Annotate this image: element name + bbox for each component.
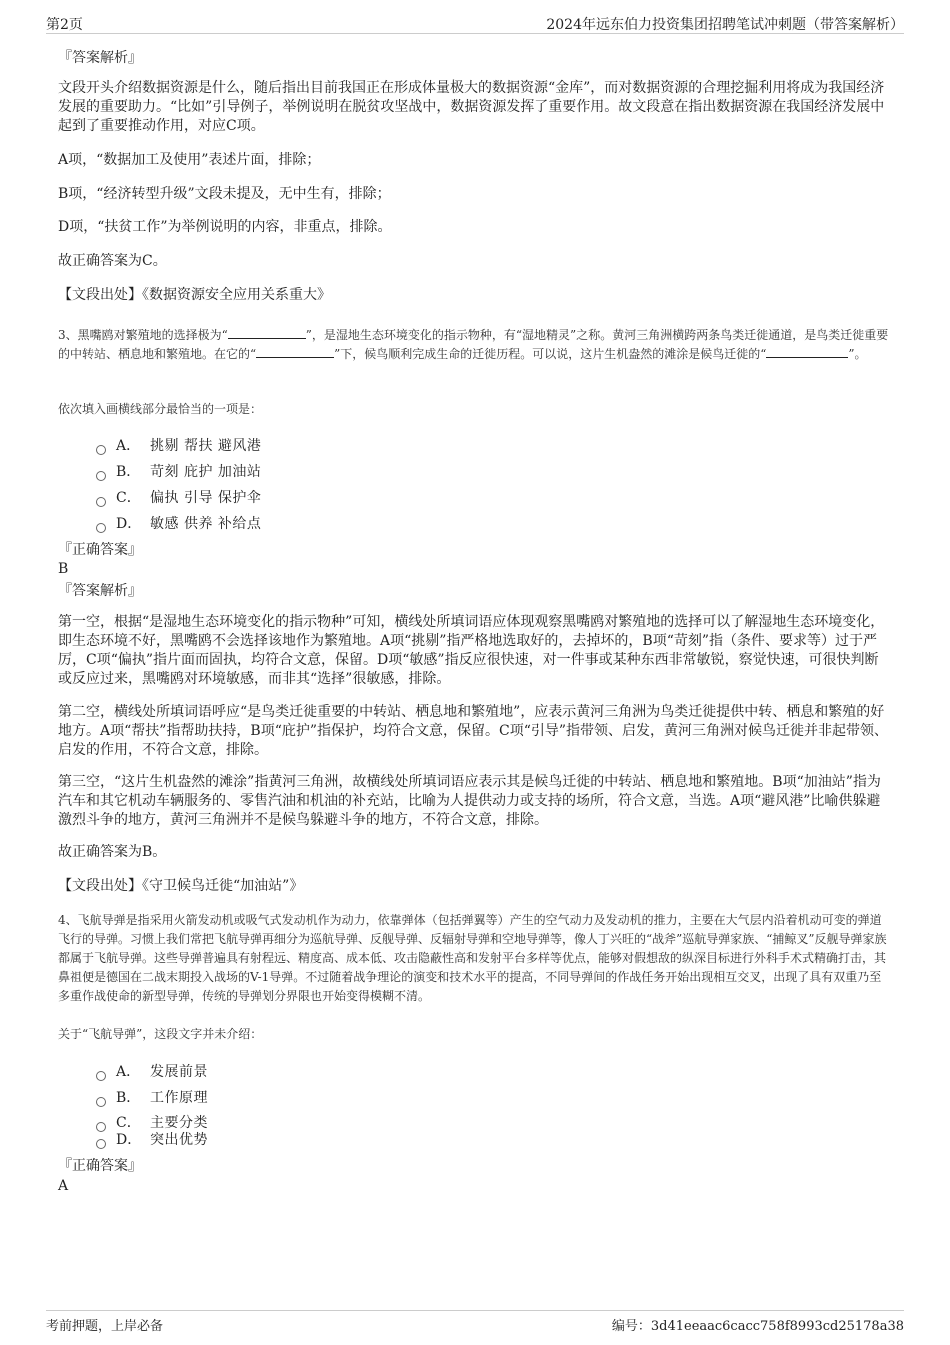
footer-divider: [46, 1310, 904, 1311]
q3-analysis-para-1: 第一空，根据“是湿地生态环境变化的指示物种”可知，横线处所填词语应体现观察黑嘴鸥对繁殖地的选择可以了解湿地生态环境变化，即生态环境不好，黑嘴鸥不会选择该地作为繁殖地。A项“挑剔”指严格地选取好的，去掉坏的，B项“苛刻”指（条件、要求等）过于严厉，C项“偏执”指片面而固执，均符合文意，保留。D项“敏感”指反应很快速，对一件事或某种东西非常敏锐，察觉快速，可很快判断或反应过来，黑嘴鸥对环境敏感，而非其“选择”很敏感，排除。: [58, 614, 885, 687]
q3-option-a[interactable]: A． 挑剔 帮扶 避风港: [96, 435, 261, 455]
q4-option-b[interactable]: B． 工作原理: [96, 1087, 208, 1107]
radio-icon[interactable]: [96, 1071, 106, 1081]
q4-prompt: 关于“飞航导弹”，这段文字并未介绍：: [58, 1027, 263, 1041]
q3-conclusion: 故正确答案为B。: [58, 844, 167, 860]
q3-answer: B: [58, 561, 69, 577]
q2-conclusion: 故正确答案为C。: [58, 253, 167, 269]
radio-icon[interactable]: [96, 1097, 106, 1107]
q4-option-d[interactable]: D． 突出优势: [96, 1129, 208, 1149]
page-number: 第2页: [46, 17, 83, 33]
q4-answer: A: [58, 1178, 69, 1194]
q3-source: 【文段出处】《守卫候鸟迁徙“加油站”》: [58, 878, 304, 894]
q3-stem: 3、黑嘴鸥对繁殖地的选择极为“ ”，是湿地生态环境变化的指示物种，有“湿地精灵”之称。黄河三角洲横跨两条鸟类迁徙通道，是鸟类迁徙重要的中转站、栖息地和繁殖地。在它的“ ”下，候鸟顺利完成生命的迁徙历程。可以说，这片生机盎然的滩涂是候鸟迁徙的“ ”。: [58, 328, 889, 361]
document-title: 2024年远东伯力投资集团招聘笔试冲刺题（带答案解析）: [546, 17, 904, 33]
footer-slogan: 考前押题，上岸必备: [46, 1319, 164, 1334]
q2-option-b-analysis: B项，“经济转型升级”文段未提及，无中生有，排除；: [58, 186, 391, 202]
radio-icon[interactable]: [96, 445, 106, 455]
radio-icon[interactable]: [96, 497, 106, 507]
q3-analysis-label: 『答案解析』: [58, 583, 142, 599]
q3-answer-label: 『正确答案』: [58, 542, 142, 558]
q3-option-b[interactable]: B． 苛刻 庇护 加油站: [96, 461, 261, 481]
q3-option-c[interactable]: C． 偏执 引导 保护伞: [96, 487, 261, 507]
q3-analysis-para-3: 第三空，“这片生机盎然的滩涂”指黄河三角洲，故横线处所填词语应表示其是候鸟迁徙的中转站、栖息地和繁殖地。B项“加油站”指为汽车和其它机动车辆服务的、零售汽油和机油的补充站，比喻为人提供动力或支持的场所，符合文意，当选。A项“避风港”比喻供躲避激烈斗争的地方，黄河三角洲并不是候鸟躲避斗争的地方，不符合文意，排除。: [58, 774, 881, 828]
q4-option-a[interactable]: A． 发展前景: [96, 1061, 208, 1081]
footer-code: 编号：3d41eeaac6cacc758f8993cd25178a38: [611, 1319, 904, 1334]
radio-icon[interactable]: [96, 1139, 106, 1149]
q3-prompt: 依次填入画横线部分最恰当的一项是：: [58, 402, 263, 416]
q2-option-a-analysis: A项，“数据加工及使用”表述片面，排除；: [58, 152, 321, 168]
q2-option-d-analysis: D项，“扶贫工作”为举例说明的内容，非重点，排除。: [58, 219, 392, 235]
radio-icon[interactable]: [96, 523, 106, 533]
q4-option-c[interactable]: C． 主要分类: [96, 1112, 208, 1132]
q4-stem: 4、飞航导弹是指采用火箭发动机或吸气式发动机作为动力，依靠弹体（包括弹翼等）产生的空气动力及发动机的推力，主要在大气层内沿着机动可变的弹道飞行的导弹。习惯上我们常把飞航导弹再细分为巡航导弹、反舰导弹、反辐射导弹和空地导弹等，像人丁兴旺的“战斧”巡航导弹家族、“捕鲸叉”反舰导弹家族都属于飞航导弹。这些导弹普遍具有射程远、精度高、成本低、攻击隐蔽性高和发射平台多样等优点，能够对假想敌的纵深目标进行外科手术式精确打击，其鼻祖便是德国在二战末期投入战场的V-1导弹。不过随着战争理论的演变和技术水平的提高，不同导弹间的作战任务开始出现相互交叉，出现了具有双重乃至多重作战使命的新型导弹，传统的导弹划分界限也开始变得模糊不清。: [58, 913, 887, 1003]
q3-blank-2: [256, 345, 334, 358]
q3-blank-3: [766, 345, 848, 358]
q3-option-d[interactable]: D． 敏感 供养 补给点: [96, 513, 261, 533]
q3-blank-1: [228, 326, 306, 339]
q4-answer-label: 『正确答案』: [58, 1158, 142, 1174]
q2-source: 【文段出处】《数据资源安全应用关系重大》: [58, 287, 331, 303]
header-divider: [46, 33, 904, 34]
q3-analysis-para-2: 第二空，横线处所填词语呼应“是鸟类迁徙重要的中转站、栖息地和繁殖地”，应表示黄河三角洲为鸟类迁徙提供中转、栖息和繁殖的好地方。A项“帮扶”指帮助扶持，B项“庇护”指保护，均符合文意，保留。C项“引导”指带领、启发，黄河三角洲对候鸟迁徙并非起带领、启发的作用，不符合文意，排除。: [58, 704, 889, 758]
q2-analysis-label: 『答案解析』: [58, 50, 142, 66]
radio-icon[interactable]: [96, 471, 106, 481]
q2-analysis-para: 文段开头介绍数据资源是什么，随后指出目前我国正在形成体量极大的数据资源“金库”，而对数据资源的合理挖掘利用将成为我国经济发展的重要助力。“比如”引导例子，举例说明在脱贫攻坚战中，数据资源发挥了重要作用。故文段意在指出数据资源在我国经济发展中起到了重要推动作用，对应C项。: [58, 80, 885, 134]
